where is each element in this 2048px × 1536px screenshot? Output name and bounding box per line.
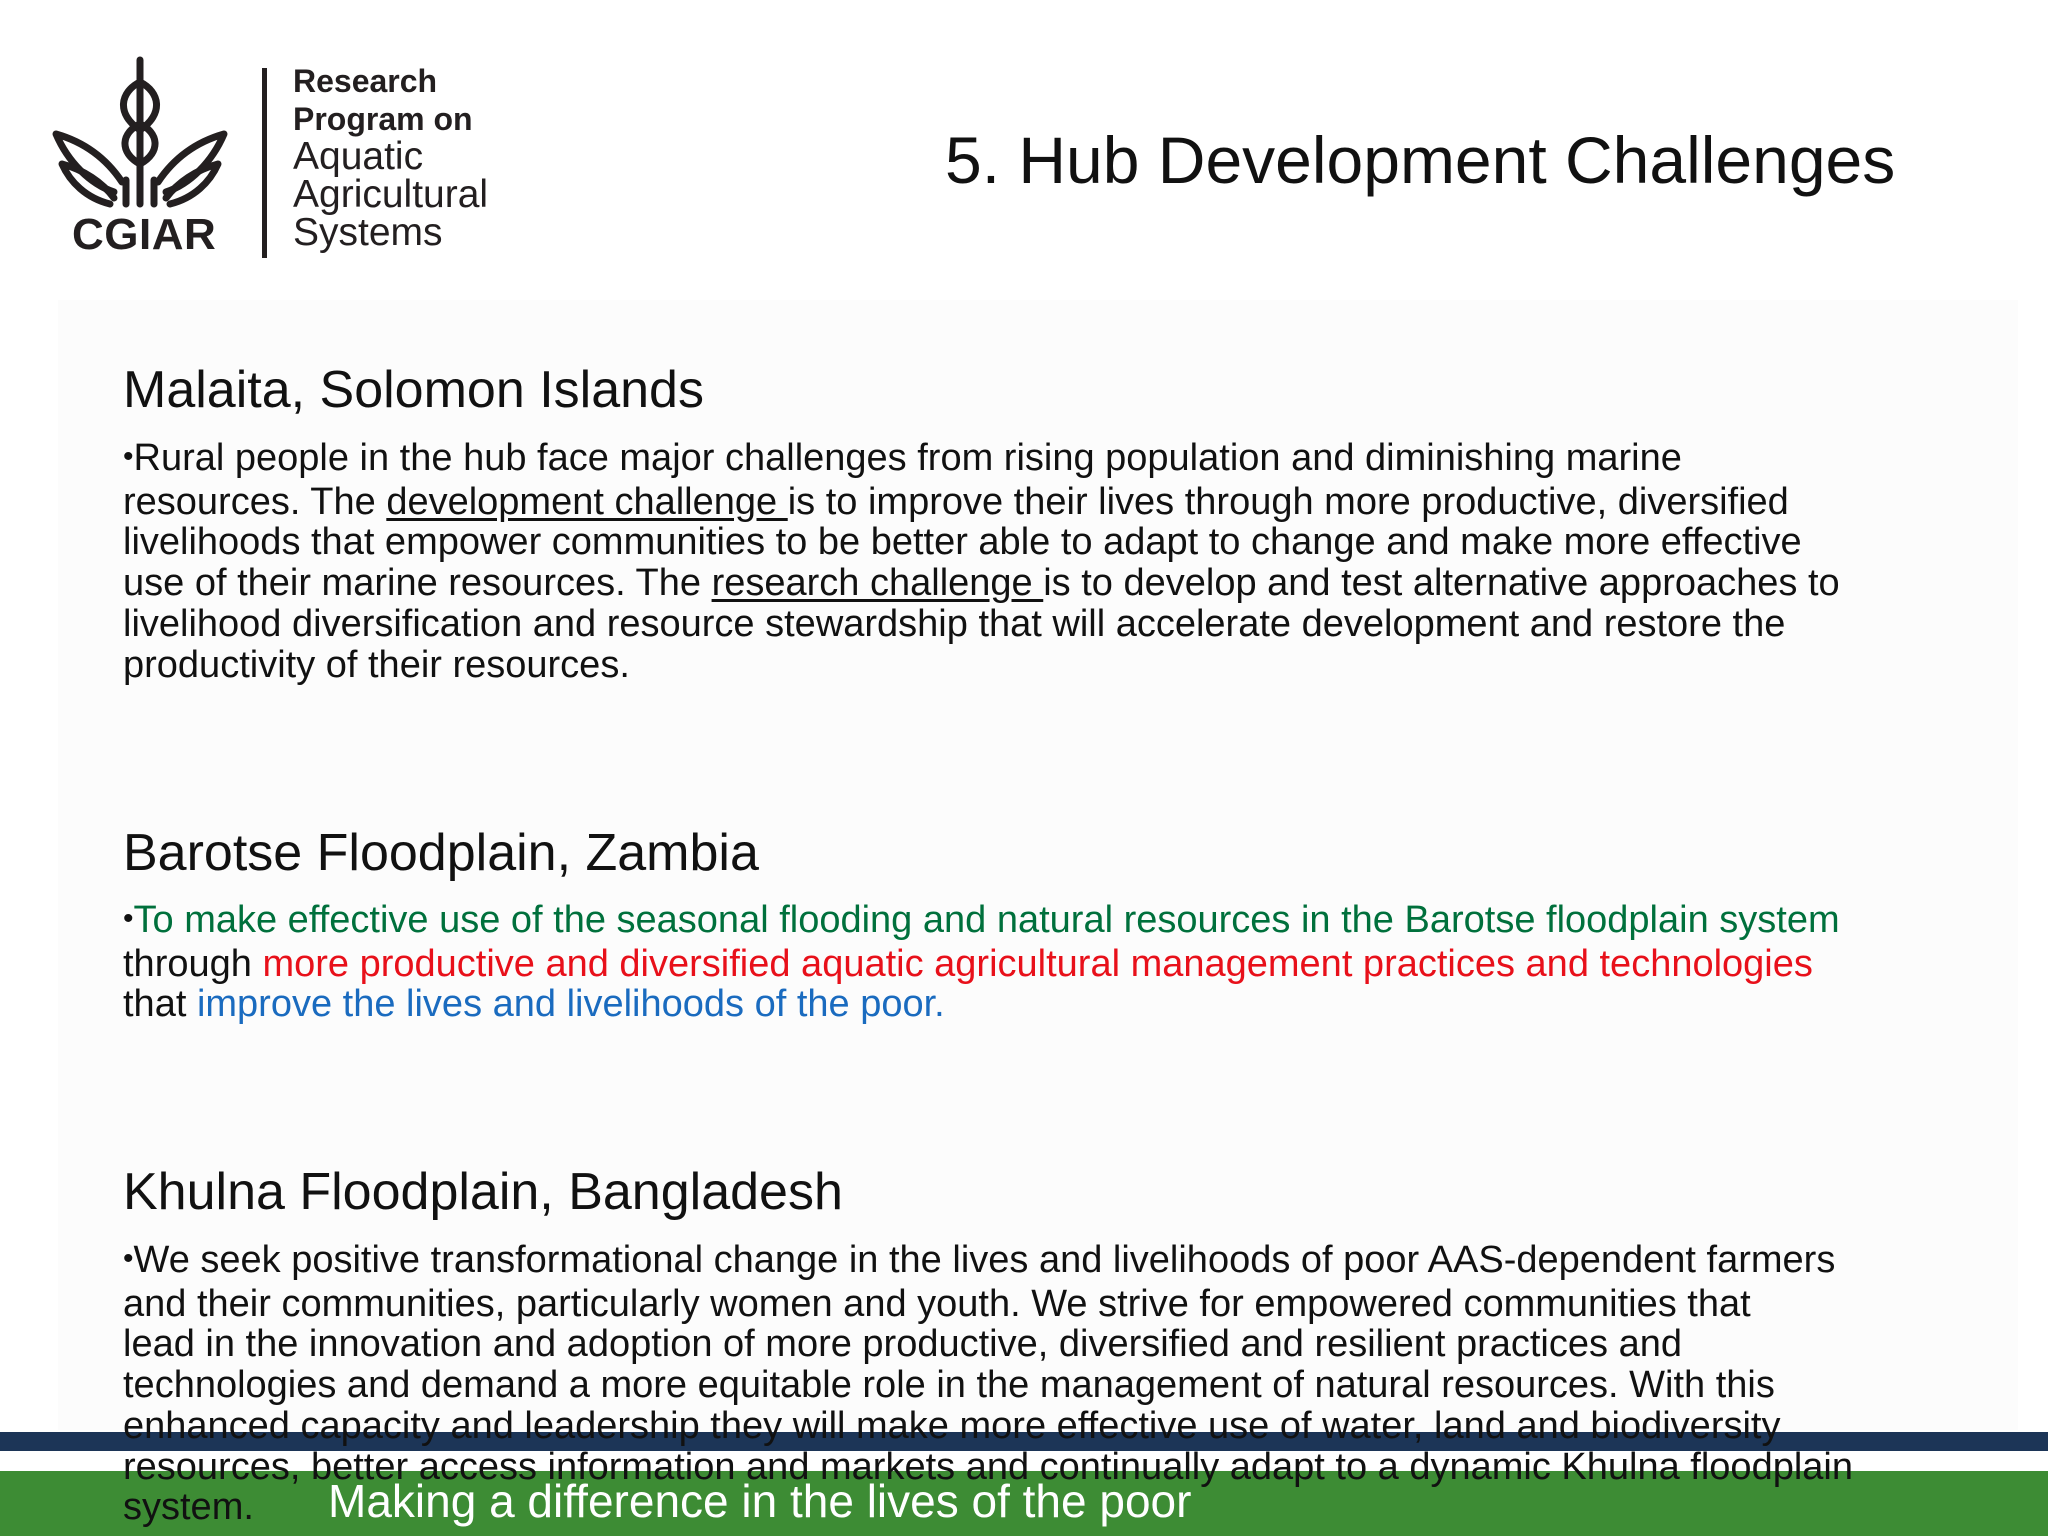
body-line: enhanced capacity and leadership they will make more effective use of water, land and biodiversity xyxy=(123,1404,1781,1447)
body-line: resources, better access information and markets and continually adapt to a dynamic Khulna floodplain xyxy=(123,1445,1853,1488)
cgiar-wheat-logo-icon xyxy=(50,52,230,212)
section-heading-malaita: Malaita, Solomon Islands xyxy=(123,361,704,419)
body-line: productivity of their resources. xyxy=(123,643,630,686)
logo-divider xyxy=(262,68,267,258)
body-line: •Rural people in the hub face major challenges from rising population and diminishing marine xyxy=(123,437,1682,479)
research-challenge-underlined: research challenge xyxy=(711,562,1044,605)
body-line: technologies and demand a more equitable role in the management of natural resources. With this xyxy=(123,1364,1775,1407)
body-line: lead in the innovation and adoption of more productive, diversified and resilient practices and xyxy=(123,1323,1682,1366)
logo-line-agricultural: Agricultural xyxy=(293,173,489,216)
development-challenge-underlined: development challenge xyxy=(386,480,788,523)
bullet-icon: • xyxy=(123,902,134,935)
section-body-barotse xyxy=(123,900,2023,1025)
body-line: that improve the lives and livelihoods of the poor. xyxy=(123,983,945,1026)
slide-title: 5. Hub Development Challenges xyxy=(945,123,1896,197)
logo-line-aquatic: Aquatic xyxy=(293,135,424,178)
section-heading-barotse: Barotse Floodplain, Zambia xyxy=(123,824,759,882)
logo-program-name xyxy=(293,62,488,252)
section-heading-khulna: Khulna Floodplain, Bangladesh xyxy=(123,1163,843,1221)
footer-tagline: Making a difference in the lives of the poor xyxy=(328,1475,1192,1527)
body-line: livelihoods that empower communities to be better able to adapt to change and make more effective xyxy=(123,521,1802,564)
body-line: use of their marine resources. The research challenge is to develop and test alternative approaches to xyxy=(123,562,1840,605)
logo-line-program-on: Program on xyxy=(293,101,473,137)
logo-cgiar-text: CGIAR xyxy=(72,210,217,259)
bullet-icon: • xyxy=(123,1242,134,1275)
body-line: livelihood diversification and resource stewardship that will accelerate development and restore the xyxy=(123,602,1786,645)
body-line: resources. The development challenge is to improve their lives through more productive, diversified xyxy=(123,480,1789,523)
bullet-icon: • xyxy=(123,440,134,473)
body-line: system. xyxy=(123,1486,254,1529)
section-body-malaita xyxy=(123,438,2023,685)
logo-line-systems: Systems xyxy=(293,211,443,254)
body-line: through more productive and diversified aquatic agricultural management practices and technologies xyxy=(123,942,1813,985)
cgiar-aas-logo xyxy=(50,52,520,267)
body-line: •We seek positive transformational change in the lives and livelihoods of poor AAS-dependent farmers xyxy=(123,1239,1836,1281)
body-line: and their communities, particularly women and youth. We strive for empowered communities that xyxy=(123,1282,1751,1325)
logo-line-research: Research xyxy=(293,63,438,99)
body-line: •To make effective use of the seasonal flooding and natural resources in the Barotse floodplain system xyxy=(123,899,1840,941)
